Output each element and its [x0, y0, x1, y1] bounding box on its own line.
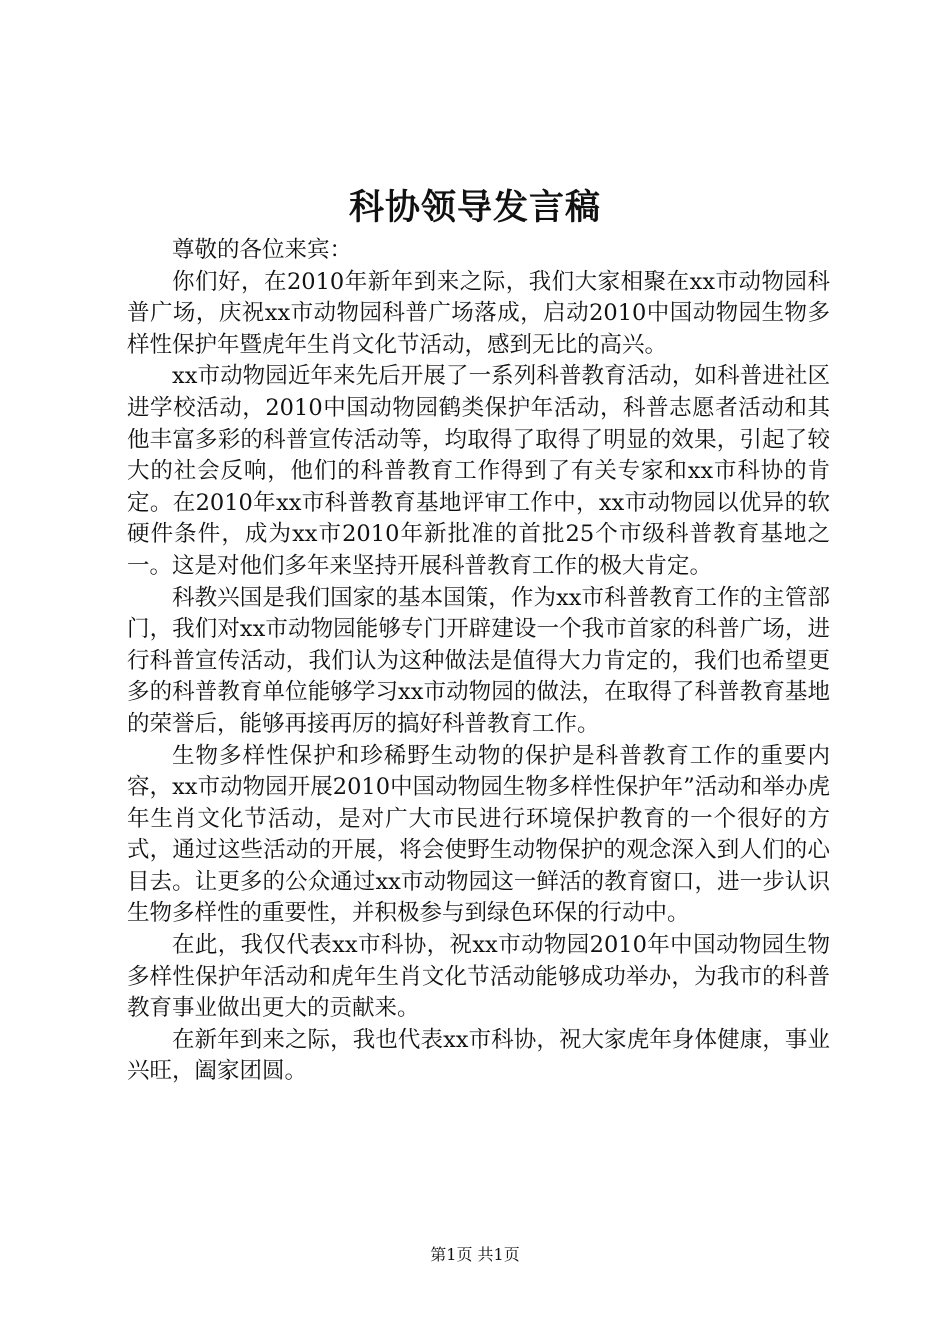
- page-footer: 第1页 共1页: [430, 1245, 520, 1264]
- paragraph: 你们好，在2010年新年到来之际，我们大家相聚在xx市动物园科普广场，庆祝xx市动物园科普广场落成，启动2010中国动物园生物多样性保护年暨虎年生肖文化节活动，感到无比的高兴。: [127, 268, 830, 358]
- paragraph: 在新年到来之际，我也代表xx市科协，祝大家虎年身体健康，事业兴旺，阖家团圆。: [127, 1026, 830, 1085]
- document-body: [127, 235, 830, 1088]
- document-title: 科协领导发言稿: [348, 187, 601, 228]
- paragraph: xx市动物园近年来先后开展了一系列科普教育活动，如科普进社区进学校活动，2010中国动物园鹤类保护年活动，科普志愿者活动和其他丰富多彩的科普宣传活动等，均取得了取得了明显的效果，引起了较大的社会反响，他们的科普教育工作得到了有关专家和xx市科协的肯定。在2010年xx市科普教育基地评审工作中，xx市动物园以优异的软硬件条件，成为xx市2010年新批准的首批25个市级科普教育基地之一。这是对他们多年来坚持开展科普教育工作的极大肯定。: [127, 363, 830, 579]
- salutation: 尊敬的各位来宾：: [172, 237, 353, 263]
- paragraph: 科教兴国是我们国家的基本国策，作为xx市科普教育工作的主管部门，我们对xx市动物园能够专门开辟建设一个我市首家的科普广场，进行科普宣传活动，我们认为这种做法是值得大力肯定的，我们也希望更多的科普教育单位能够学习xx市动物园的做法，在取得了科普教育基地的荣誉后，能够再接再厉的搞好科普教育工作。: [127, 584, 830, 737]
- paragraph: 在此，我仅代表xx市科协，祝xx市动物园2010年中国动物园生物多样性保护年活动和虎年生肖文化节活动能够成功举办，为我市的科普教育事业做出更大的贡献来。: [127, 932, 830, 1022]
- paragraph: 生物多样性保护和珍稀野生动物的保护是科普教育工作的重要内容，xx市动物园开展2010中国动物园生物多样性保护年”活动和举办虎年生肖文化节活动，是对广大市民进行环境保护教育的一个很好的方式，通过这些活动的开展，将会使野生动物保护的观念深入到人们的心目去。让更多的公众通过xx市动物园这一鲜活的教育窗口，进一步认识生物多样性的重要性，并积极参与到绿色环保的行动中。: [127, 742, 830, 927]
